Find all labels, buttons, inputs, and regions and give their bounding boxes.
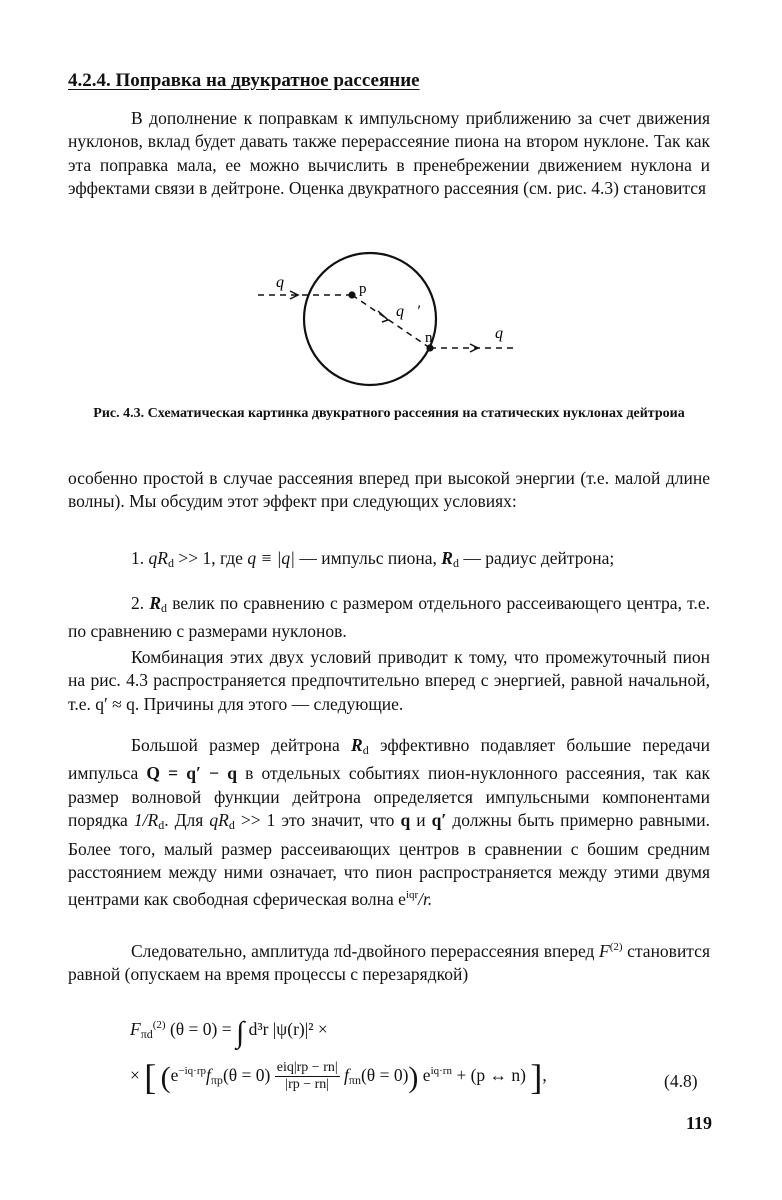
label-q-out: q⃗ xyxy=(495,325,516,342)
paragraph-amplitude: Следовательно, амплитуда πd-двойного перерассеяния вперед $F^{(2)}$ становится равной (опускаем на время процессы с перезарядкой) xyxy=(68,941,710,985)
propagator-fraction: $\frac{\text{eiq|rp − rn|}}{|rp - rn|}$ xyxy=(276,1060,338,1093)
figure-double-scattering xyxy=(240,250,540,390)
label-p: p xyxy=(359,281,367,297)
caption-text: Схематическая картинка двукратного рассеяния на статических нуклонах дейтроиа xyxy=(147,406,685,421)
condition-1: 1. $qR_d >> 1$, где q ≡ |q| — импульс пиона, $R_d$ — радиус дейтрона; xyxy=(131,548,615,570)
intermediate-arrow xyxy=(378,311,388,322)
paragraph-conditions: особенно простой в случае рассеяния вперед при высокой энергии (т.е. малой длине волны). Мы обсудим этот эффект при следующих условиях: xyxy=(68,468,710,512)
label-q-in: q⃗ xyxy=(276,274,297,291)
caption-label: Рис. 4.3. xyxy=(93,406,145,421)
equation-number: (4.8) xyxy=(664,1071,698,1091)
equation-line-1: $F_{\pi d}^{(2)}$ (θ = 0) = ∫ d³r |ψ(r)|² × xyxy=(130,1016,328,1049)
page-number: 119 xyxy=(686,1113,713,1133)
paragraph-intro: В дополнение к поправкам к импульсному приближению за счет движения нуклонов, вклад будет давать также перерассеяние пиона на втором нуклоне. Так как эта поправка мала, ее можно вычислить в пренебрежении движением нуклона и эффектами связи в дейтроне. Оценка двукратного рассеяния (см. рис. 4.3) становится xyxy=(68,108,710,199)
equation-line-2: × [ ($e^{-iq\cdot rp}f_{\pi p}(\theta = 0)$ $\frac{\text{eiq|rp − rn|}}{|rp - rn|}$ $f_{\pi n}(\theta = 0)$) $e^{iq\cdot rn} + (p$ ↔ n) ], xyxy=(130,1057,547,1097)
paragraph-combination: Комбинация этих двух условий приводит к тому, что промежуточный пион на рис. 4.3 распространяется предпочтительно вперед с энергией, равной начальной, т.е. q′ ≈ q. Причины для этого — следующие. xyxy=(68,647,710,714)
paragraph-reasons: Большой размер дейтрона $R_d$ эффективно подавляет большие передачи импульса Q = q′ − q в отдельных событиях пион-нуклонного рассеяния, так как размер волновой функции дейтрона определяется импульсными компонентами порядка $1/R_d$. Для $qR_d >> 1$ это значит, что q и q′ должны быть примерно равными. Более того, малый размер рассеивающих центров в сравнении с бошим средним расстоянием между ними означает, что пион распространяется между этими двумя центрами как свободная сферическая волна $e^{iqr}/r$. xyxy=(68,735,711,910)
label-q-mid: q⃗′ xyxy=(396,303,420,320)
condition-2: 2. $R_d$ велик по сравнению с размером отдельного рассеивающего центра, т.е. по сравнению с размерами нуклонов. xyxy=(68,593,711,642)
section-heading: 4.2.4. Поправка на двукратное рассеяние xyxy=(68,70,420,91)
label-n: n xyxy=(425,330,433,346)
figure-caption xyxy=(68,404,710,423)
